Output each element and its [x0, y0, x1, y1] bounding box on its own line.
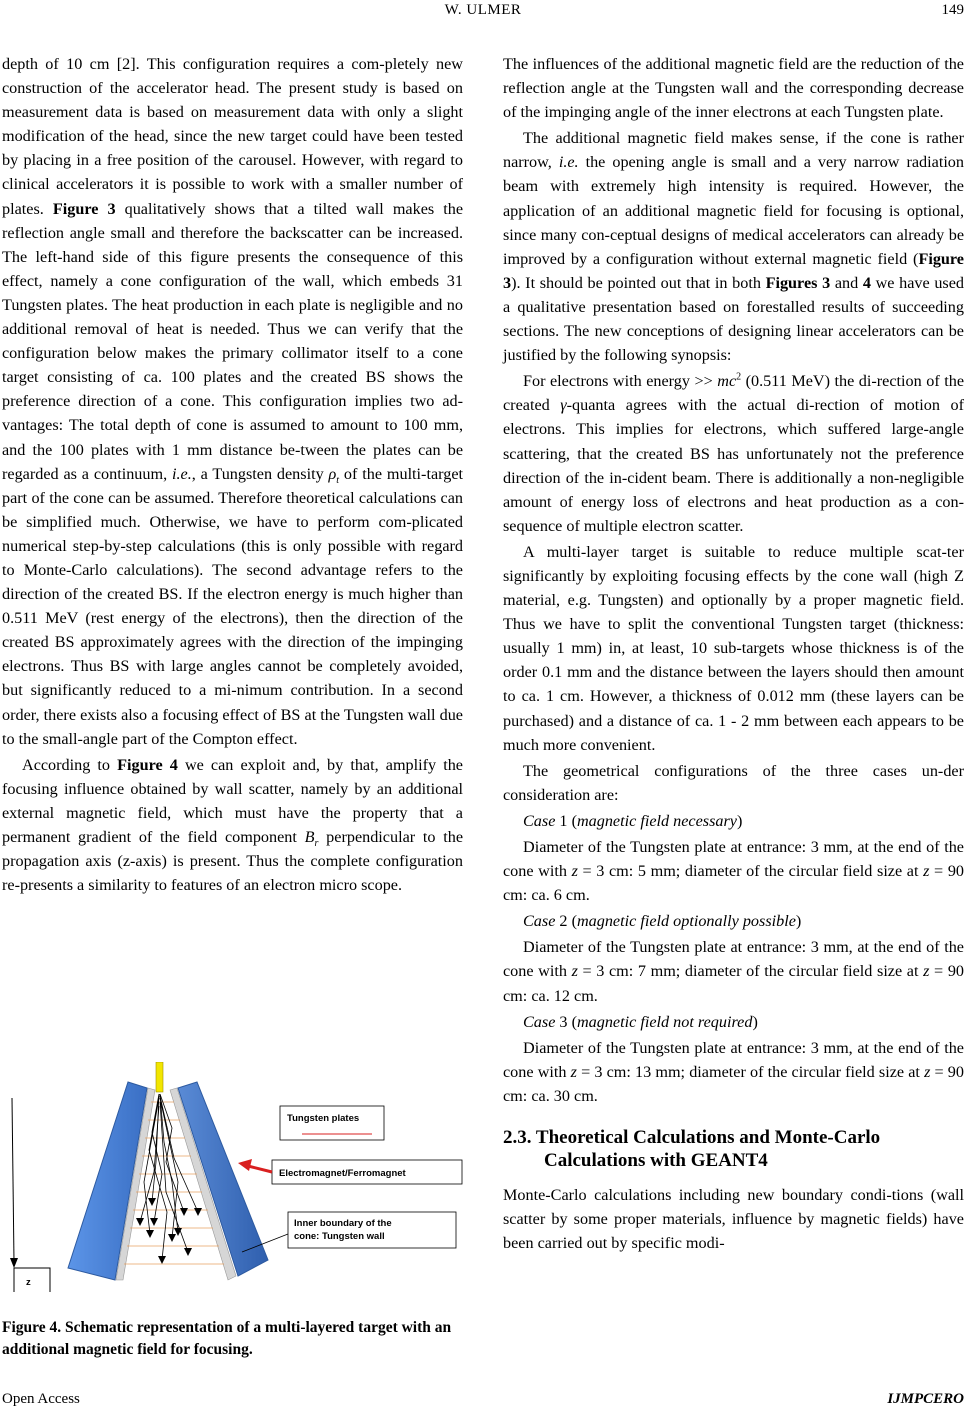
paragraph: depth of 10 cm [2]. This configuration requires a com-pletely new construction of the accelerator head. The present study is based on measurement data is based on measurement data with only a slight modification of the head, since the new target could have been tested by placing in a free position of the carousel. However, with regard to clinical accelerators it is possible to work with a smaller number of plates. Figure 3 qualitatively shows that a tilted wall makes the reflection angle small and therefore the backscatter can be increased. The left-hand side of this figure presents the consequence of this effect, namely a cone configuration of the wall, which embeds 31 Tungsten plates. The heat production in each plate is negligible and no additional removal of heat is needed. Thus we can verify that the configuration below makes the primary collimator itself to a cone target consisting of ca. 100 plates and the created BS shows the preference direction of a cone. This configuration implies two ad-vantages: The total depth of cone is assumed to amount to 100 mm, and the 100 plates with 1 mm distance be-tween the plates can be regarded as a continuum, i.e., a Tungsten density $\rho_t$ of the multi-target part of the cone can be assumed. Therefore theoretical calculations can be simplified much. Otherwise, we have to perform com-plicated numerical step-by-step calculations (this is only possible with regard to Monte-Carlo calculations). The second advantage refers to the direction of the created BS. If the electron energy is much higher than 0.511 MeV (rest energy of the electrons), then the direction of the created BS approximately agrees with the direction of the impinging electrons. Thus BS with large angles cannot be completely avoided, but significantly reduced to a mi-nimum contribution. In a second order, there exists also a focusing effect of BS at the Tungsten wall due to the small-angle part of the Compton effect. — [2, 55, 464, 748]
paragraph: According to Figure 4 we can exploit and, by that, amplify the focusing influence obtained by wall scatter, namely by an additional external magnetic field, which must have the property that a permanent gradient of the field component $B_r$ perpendicular to the propagation axis (z-axis) is present. Thus the complete configuration re-presents a similarity to features of an electron micro scope. — [2, 755, 464, 895]
z-axis-arrowhead — [10, 1258, 18, 1268]
figure-reference[interactable]: Figure 3 — [503, 249, 964, 292]
magnet-pointer-head — [238, 1159, 252, 1171]
case-2-text: Diameter of the Tungsten plate at entrance: 3 mm, at the end of the cone with z = 3 cm: 7 mm; diameter of the circular field size at z = 90 cm: ca. 12 cm. — [503, 938, 965, 1005]
case-1-text: Diameter of the Tungsten plate at entrance: 3 mm, at the end of the cone with z = 3 cm: 5 mm; diameter of the circular field size at z = 90 cm: ca. 6 cm. — [503, 838, 965, 905]
figure-caption: Figure 4. Schematic representation of a multi-layered target with an additional magnetic field for focusing. — [2, 1319, 452, 1358]
trajectory-arrowheads — [136, 1198, 202, 1264]
inner-boundary-label-line2: cone: Tungsten wall — [294, 1231, 385, 1242]
paragraph: The additional magnetic field makes sense, if the cone is rather narrow, i.e. the opening angle is small and a very narrow radiation beam with extremely high intensity is required. However, the application of an additional magnetic field for focusing is optional, since many con-ceptual designs of medical accelerators can already be improved by a configuration without external magnetic field (Figure 3). It should be pointed out that in both Figures 3 and 4 we have used a qualitative presentation based on forestalled results of succeeding sections. The new conceptions of designing linear accelerators can be justified by the following synopsis: — [503, 129, 964, 365]
figure-reference[interactable]: 4 — [862, 273, 871, 292]
figure-4-diagram — [2, 1062, 464, 1292]
paragraph: A multi-layer target is suitable to reduce multiple scat-ter significantly by exploiting focusing effects by the cone wall (high Z material, e.g. Tungsten) and optionally by a proper magnetic field. Thus we have to split the conventional Tungsten target (thickness: usually 1 mm) in, at least, 10 sub-targets whose thickness is of the order 0.1 mm and the distance between the layers should then amount to ca. 1 cm. However, a thickness of 0.012 mm (these layers can be purchased) and a distance of ca. 1 - 2 mm between each appears to be much more convenient. — [503, 542, 964, 754]
figure-reference[interactable]: Figure 4 — [117, 755, 178, 774]
magnet-pointer — [248, 1166, 272, 1172]
case-2-heading: Case 2 (magnetic field optionally possible) — [523, 912, 802, 931]
section-heading: 2.3. Theoretical Calculations and Monte-Carlo Calculations with GEANT4 — [503, 1127, 881, 1172]
z-label-box — [14, 1268, 50, 1292]
paragraph: For electrons with energy >> $mc^2$ (0.511 MeV) the di-rection of the created γ-quanta agrees with the actual di-rection of motion of electrons. This implies for electrons, which suffered large-angle scattering, that the created BS has unfortunately not the preference direction of the in-cident beam. There is additionally a non-negligible amount of energy loss of electrons and heat production as a con-sequence of multiple electron scatter. — [503, 371, 964, 535]
footer-journal: IJMPCERO — [887, 1391, 964, 1407]
page-number: 149 — [941, 2, 964, 18]
case-3-heading: Case 3 (magnetic field not required) — [523, 1012, 758, 1031]
inner-boundary-label-line1: Inner boundary of the — [294, 1218, 392, 1229]
figure-reference[interactable]: Figures 3 — [765, 273, 831, 292]
paragraph: The geometrical configurations of the three cases un-der consideration are: — [503, 761, 964, 804]
left-column — [2, 52, 463, 897]
z-label: z — [26, 1277, 31, 1288]
case-1-heading: Case 1 (magnetic field necessary) — [523, 811, 743, 830]
running-header-author: W. ULMER — [444, 2, 522, 18]
footer-open-access: Open Access — [2, 1391, 80, 1407]
figure-reference[interactable]: Figure 3 — [52, 199, 116, 218]
paragraph: The influences of the additional magnetic field are the reduction of the reflection angle at the Tungsten wall and the corresponding decrease of the impinging angle of the inner electrons at each Tungsten plate. — [503, 55, 964, 122]
incoming-beam — [156, 1062, 163, 1092]
case-3-text: Diameter of the Tungsten plate at entrance: 3 mm, at the end of the cone with z = 3 cm: 13 mm; diameter of the circular field size at z = 90 cm: ca. 30 cm. — [503, 1038, 964, 1105]
tungsten-plates-label: Tungsten plates — [287, 1113, 360, 1124]
z-axis-line — [12, 1098, 14, 1262]
right-column — [503, 52, 964, 1255]
paragraph: Monte-Carlo calculations including new boundary condi-tions (wall scatter by some proper materials, influence by magnetic fields) have been carried out by specific modi- — [503, 1186, 964, 1253]
magnet-label: Electromagnet/Ferromagnet — [279, 1168, 406, 1179]
